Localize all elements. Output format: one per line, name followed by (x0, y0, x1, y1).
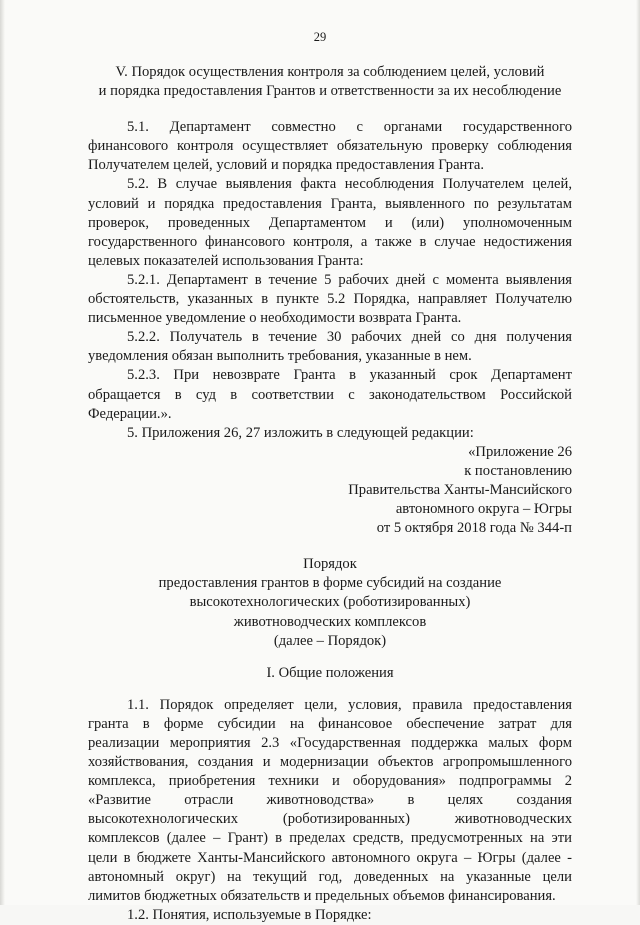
order-title-line: животноводческих комплексов (233, 613, 427, 630)
order-title-line: высокотехнологических (роботизированных) (189, 594, 471, 611)
appendix-header-line: автономного округа – Югры (395, 501, 572, 518)
paragraph-5-2-1 (88, 271, 572, 328)
paragraph-5-1 (88, 118, 572, 175)
paragraph-line: хозяйствования, создания и модернизации объектов агропромышленного (88, 754, 572, 771)
paragraph-line: 5.2.1. Департамент в течение 5 рабочих дней с момента выявления (127, 271, 572, 288)
paragraph-5-2 (88, 175, 572, 270)
paragraph-5-2-3 (88, 366, 572, 423)
paragraph-line: Федерации.». (88, 405, 172, 422)
paragraph-line: целевых показателей использования Гранта: (88, 252, 364, 269)
appendix-header-line: «Приложение 26 (468, 443, 572, 460)
paragraph-line: уведомления обязан выполнить требования, указанные в нем. (88, 348, 472, 365)
paragraph-line: автономный округ) на текущий год, доведенных на указанные цели (88, 868, 572, 885)
paragraph-line: цели в бюджете Ханты-Мансийского автономного округа – Югры (далее - (88, 849, 572, 866)
document-body (88, 63, 572, 925)
paragraph-line: 1.1. Порядок определяет цели, условия, правила предоставления (127, 696, 572, 713)
paragraph-1-2: 1.2. Понятия, используемые в Порядке: (127, 906, 372, 923)
order-title (88, 555, 572, 650)
paragraph-line: обращается в суд в соответствии с законодательством Российской (88, 386, 572, 403)
scan-edge-left (0, 0, 5, 905)
paragraph-line: финансового контроля осуществляет обязательную проверку соблюдения (88, 138, 572, 155)
paragraph-line: комплекса, приобретения техники и оборудования» подпрограммы 2 (88, 773, 572, 790)
paragraph-line: реализации мероприятия 2.3 «Государственная поддержка малых форм (88, 735, 572, 751)
paragraph-line: проверок, проведенных Департаментом и (или) уполномоченным (88, 214, 572, 231)
paragraph-line: условий и порядка предоставления Гранта, выявленного по результатам (88, 195, 572, 212)
section-1-heading: I. Общие положения (266, 664, 394, 681)
paragraph-line: гранта в форме субсидии на финансовое обеспечение затрат для (88, 715, 572, 732)
paragraph-line: комплексов (далее – Грант) в пределах средств, предусмотренных на эти (88, 830, 572, 847)
paragraph-5-2-2 (88, 328, 572, 366)
paragraph-line: государственного финансового контроля, а также в случае недостижения (88, 233, 572, 250)
paragraph-line: письменное уведомление о необходимости возврата Гранта. (88, 310, 462, 327)
section-5-heading-line-1: V. Порядок осуществления контроля за соблюдением целей, условий (115, 64, 545, 80)
order-title-line: предоставления грантов в форме субсидий на создание (158, 575, 502, 592)
paragraph-5: 5. Приложения 26, 27 изложить в следующей редакции: (127, 424, 474, 441)
appendix-header-line: от 5 октября 2018 года № 344-п (376, 520, 572, 537)
order-title-line: (далее – Порядок) (273, 632, 387, 649)
paragraph-line: лимитов бюджетных обязательств и предельных объемов финансирования. (88, 887, 556, 904)
paragraph-line: 5.2.3. При невозврате Гранта в указанный срок Департамент (127, 367, 572, 384)
paragraph-line: Получателем целей, условий и порядка предоставления Гранта. (88, 157, 485, 174)
paragraph-line: 5.2. В случае выявления факта несоблюдения Получателем целей, (127, 176, 572, 193)
paragraph-line: высокотехнологических (роботизированных) животноводческих (88, 811, 572, 828)
appendix-header (88, 443, 572, 538)
order-title-line: Порядок (303, 556, 357, 573)
paragraph-line: «Развитие отрасли животноводства» в целях создания (88, 792, 572, 809)
page-number: 29 (313, 30, 327, 44)
paragraph-1-1 (88, 696, 572, 906)
paragraph-line: обстоятельств, указанных в пункте 5.2 Порядка, направляет Получателю (88, 291, 572, 308)
appendix-header-line: Правительства Ханты-Мансийского (348, 481, 572, 498)
section-5-heading-line-2: и порядка предоставления Грантов и ответственности за их несоблюдение (98, 83, 562, 100)
appendix-header-line: к постановлению (464, 462, 572, 479)
paragraph-line: 5.2.2. Получатель в течение 30 рабочих дней со дня получения (127, 329, 572, 346)
paragraph-line: 5.1. Департамент совместно с органами государственного (127, 119, 572, 136)
scan-edge-right (636, 0, 640, 905)
